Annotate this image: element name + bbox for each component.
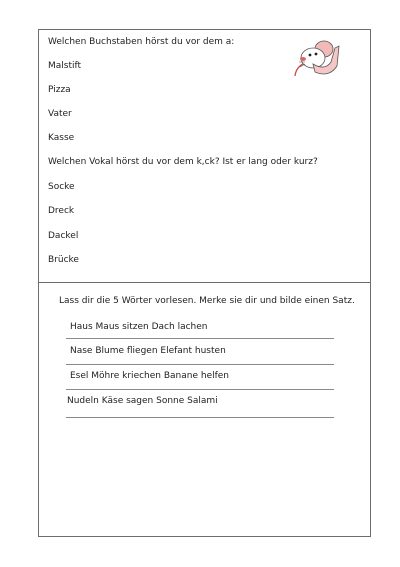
word-bruecke: Brücke (48, 255, 79, 265)
writing-line-1 (66, 338, 334, 339)
writing-line-2 (66, 364, 334, 365)
word-dackel: Dackel (48, 231, 79, 241)
section-divider (39, 282, 370, 283)
writing-line-3 (66, 389, 334, 390)
word-row-1: Haus Maus sitzen Dach lachen (70, 322, 208, 332)
word-malstift: Malstift (48, 61, 82, 71)
worksheet-frame (38, 29, 371, 537)
mouse-icon (291, 36, 345, 82)
word-row-4: Nudeln Käse sagen Sonne Salami (67, 396, 218, 406)
question-1: Welchen Buchstaben hörst du vor dem a: (48, 37, 235, 47)
instruction: Lass dir die 5 Wörter vorlesen. Merke sie dir und bilde einen Satz. (59, 296, 355, 306)
word-row-2: Nase Blume fliegen Elefant husten (70, 346, 226, 356)
word-kasse: Kasse (48, 133, 75, 143)
word-pizza: Pizza (48, 85, 71, 95)
word-dreck: Dreck (48, 206, 75, 216)
word-vater: Vater (48, 109, 72, 119)
writing-line-4 (66, 417, 334, 418)
word-row-3: Esel Möhre kriechen Banane helfen (70, 371, 230, 381)
question-2: Welchen Vokal hörst du vor dem k,ck? Ist er lang oder kurz? (48, 157, 318, 167)
word-socke: Socke (48, 182, 75, 192)
